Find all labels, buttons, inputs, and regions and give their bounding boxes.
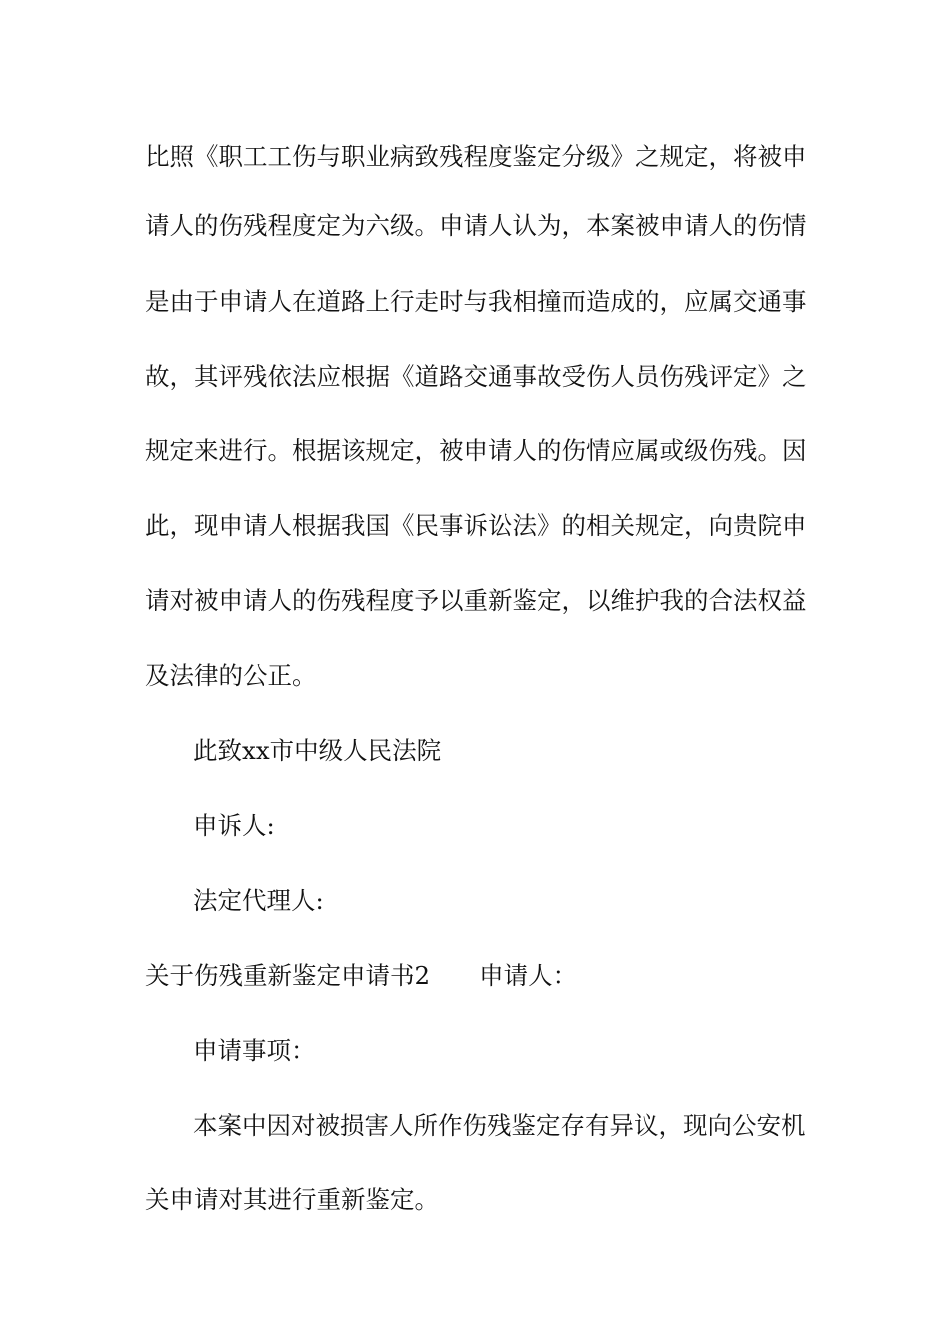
body-paragraph-line: 本案中因对被损害人所作伤残鉴定存有异议，现向公安机 — [193, 1111, 806, 1140]
body-paragraph-line: 是由于申请人在道路上行走时与我相撞而造成的，应属交通事 — [145, 287, 807, 316]
section-title-line: 关于伤残重新鉴定申请书2 申请人： — [145, 961, 578, 990]
body-paragraph-line: 比照《职工工伤与职业病致残程度鉴定分级》之规定，将被申 — [145, 142, 807, 171]
complainant-label: 申诉人: — [193, 811, 275, 840]
body-paragraph-line: 关申请对其进行重新鉴定。 — [145, 1185, 439, 1214]
body-paragraph-line: 请人的伤残程度定为六级。申请人认为，本案被申请人的伤情 — [145, 211, 807, 240]
addressee-line: 此致xx市中级人民法院 — [193, 736, 442, 765]
request-items-label: 申请事项： — [193, 1036, 316, 1065]
body-paragraph-line: 故，其评残依法应根据《道路交通事故受伤人员伤残评定》之 — [145, 362, 807, 391]
body-paragraph-line: 及法律的公正。 — [145, 661, 317, 690]
body-paragraph-line: 此，现申请人根据我国《民事诉讼法》的相关规定，向贵院申 — [145, 511, 807, 540]
body-paragraph-line: 请对被申请人的伤残程度予以重新鉴定，以维护我的合法权益 — [145, 586, 807, 615]
legal-representative-label: 法定代理人: — [193, 886, 324, 915]
body-paragraph-line: 规定来进行。根据该规定，被申请人的伤情应属或级伤残。因 — [145, 436, 807, 465]
